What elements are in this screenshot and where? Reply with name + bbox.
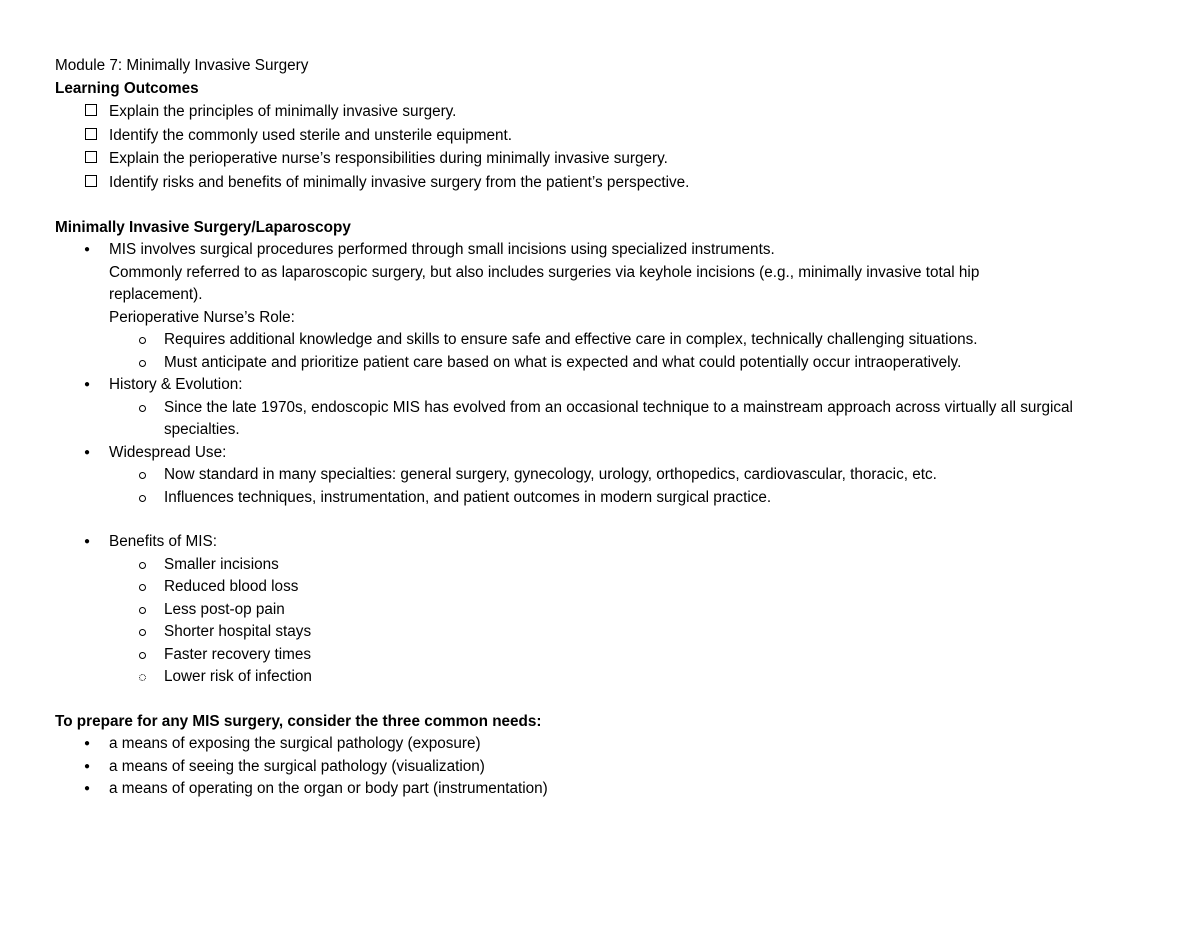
list-item: Explain the principles of minimally invasive surgery. [55,100,1155,124]
bullet-icon: ● [84,379,91,391]
checkbox-icon [85,128,97,140]
circle-bullet-icon [139,360,146,367]
bullet-icon: ● [84,244,91,256]
circle-bullet-icon [139,629,146,636]
circle-bullet-icon [139,337,146,344]
needs-section-heading: To prepare for any MIS surgery, consider the three common needs: [55,712,542,730]
list-item: Must anticipate and prioritize patient care based on what is expected and what could potentially occur intraoperatively. [109,352,1155,375]
learning-outcomes-heading: Learning Outcomes [55,79,199,97]
mis-section-heading: Minimally Invasive Surgery/Laparoscopy [55,218,351,236]
list-item: Since the late 1970s, endoscopic MIS has evolved from an occasional technique to a mainstream approach across virtually all surgical specialties. [109,397,1155,442]
list-item: Identify risks and benefits of minimally invasive surgery from the patient’s perspective. [55,171,1155,195]
circle-bullet-icon [139,472,146,479]
list-item: Influences techniques, instrumentation, and patient outcomes in modern surgical practice. [109,487,1155,510]
nurse-role-sublist [109,329,1155,374]
list-item: Smaller incisions [109,554,1155,577]
history-sublist [109,397,1155,442]
checkbox-icon [85,104,97,116]
list-item: Requires additional knowledge and skills to ensure safe and effective care in complex, technically challenging situations. [109,329,1155,352]
circle-bullet-icon [139,607,146,614]
list-item: Faster recovery times [109,644,1155,667]
mis-list [55,239,1155,689]
circle-bullet-icon [139,584,146,591]
benefits-sublist [109,554,1155,689]
list-item: ● Widespread Use: Now standard in many specialties: general surgery, gynecology, urology, orthopedics, cardiovascular, thoracic, etc. Influences techniques, instrumentation, and patient outcomes in modern surgical practice. [55,442,1155,532]
list-item: Explain the perioperative nurse’s responsibilities during minimally invasive surgery. [55,147,1155,171]
bullet-icon: ● [84,446,91,458]
circle-bullet-icon [139,562,146,569]
needs-list [55,733,1155,801]
circle-bullet-icon [139,495,146,502]
widespread-sublist [109,464,1155,509]
circle-bullet-icon [139,652,146,659]
list-item: Less post-op pain [109,599,1155,622]
list-item: ● MIS involves surgical procedures performed through small incisions using specialized instruments. Commonly referred to as laparoscopic surgery, but also includes surgeries via keyhole incisions (e.g., minimally invasive total hip replacement). Perioperative Nurse’s Role: Requires additional knowledge and skills to ensure safe and effective care in complex, technically challenging situations. Must anticipate and prioritize patient care based on what is expected and what could potentially occur intraoperatively. [55,239,1155,374]
list-item: Identify the commonly used sterile and unsterile equipment. [55,124,1155,148]
list-item: Reduced blood loss [109,576,1155,599]
circle-bullet-icon [139,405,146,412]
list-item: ● a means of exposing the surgical pathology (exposure) [55,733,1155,756]
bullet-icon: ● [84,783,91,795]
module-title: Module 7: Minimally Invasive Surgery [55,57,309,74]
list-item: Shorter hospital stays [109,621,1155,644]
list-item: ● a means of operating on the organ or body part (instrumentation) [55,778,1155,801]
circle-bullet-icon [139,674,146,681]
learning-outcomes-list [55,100,1155,195]
bullet-icon: ● [84,738,91,750]
bullet-icon: ● [84,536,91,548]
checkbox-icon [85,151,97,163]
list-item: Lower risk of infection [109,666,1155,689]
list-item: Now standard in many specialties: general surgery, gynecology, urology, orthopedics, cardiovascular, thoracic, etc. [109,464,1155,487]
document-content [55,55,1155,801]
list-item: ● History & Evolution: Since the late 1970s, endoscopic MIS has evolved from an occasional technique to a mainstream approach across virtually all surgical specialties. [55,374,1155,442]
list-item: ● a means of seeing the surgical pathology (visualization) [55,756,1155,779]
checkbox-icon [85,175,97,187]
bullet-icon: ● [84,760,91,772]
list-item: ● Benefits of MIS: Smaller incisions Reduced blood loss Less post-op pain Shorter hospital stays Faster recovery times Lower risk of infection [55,531,1155,689]
